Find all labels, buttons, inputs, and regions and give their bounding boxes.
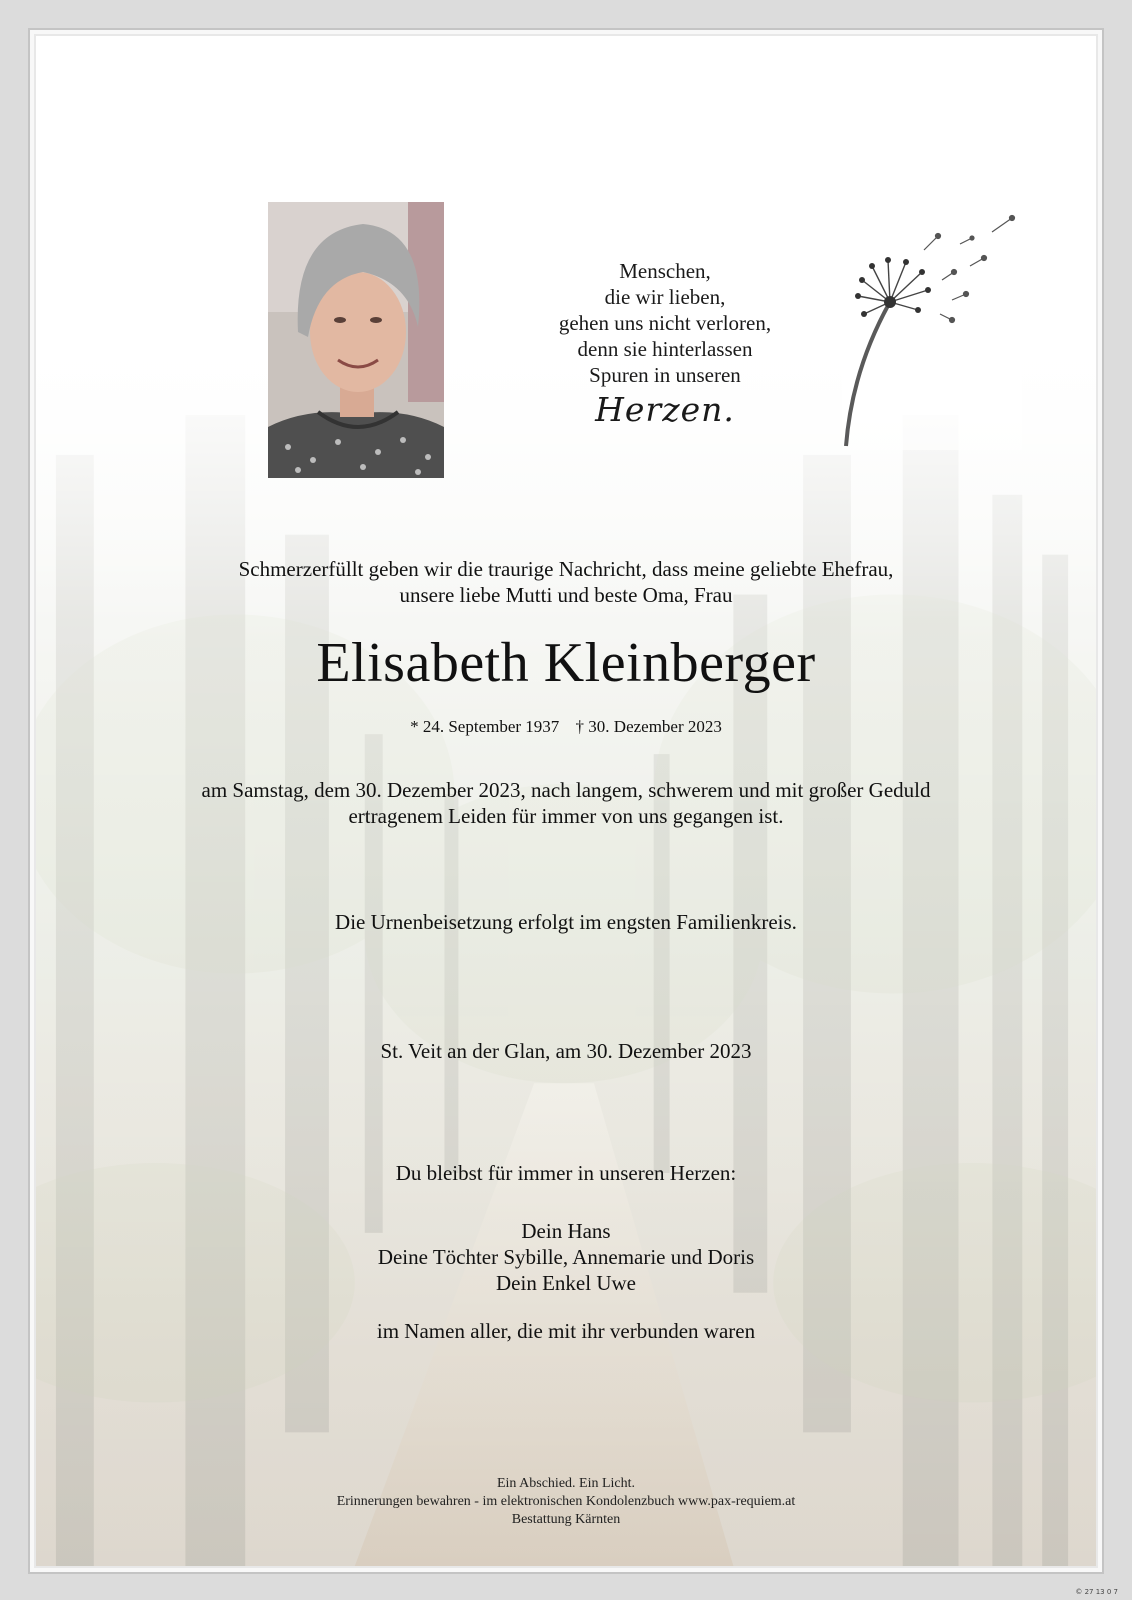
footer-line: Ein Abschied. Ein Licht.	[496, 1476, 636, 1491]
description-line: ertragenem Leiden für immer von uns gegangen ist.	[348, 804, 784, 828]
passing-description	[0, 777, 1132, 829]
corner-code: © 27 13 0 7	[1075, 1588, 1118, 1596]
poem-line: die wir lieben,	[604, 285, 726, 309]
dandelion-icon	[842, 210, 1022, 450]
deceased-name: Elisabeth Kleinberger	[316, 632, 816, 694]
description-line: am Samstag, dem 30. Dezember 2023, nach langem, schwerem und mit großer Geduld	[201, 778, 931, 802]
poem-line: Spuren in unseren	[589, 363, 741, 387]
footer	[0, 1475, 1132, 1529]
place-and-date: St. Veit an der Glan, am 30. Dezember 2023	[380, 1039, 752, 1063]
death-date: † 30. Dezember 2023	[575, 717, 722, 736]
intro-line: Schmerzerfüllt geben wir die traurige Nachricht, dass meine geliebte Ehefrau,	[238, 557, 894, 581]
intro-line: unsere liebe Mutti und beste Oma, Frau	[399, 583, 733, 607]
life-dates	[0, 716, 1132, 738]
footer-line: Bestattung Kärnten	[511, 1512, 621, 1527]
poem-line: denn sie hinterlassen	[577, 337, 753, 361]
birth-date: * 24. September 1937	[410, 717, 560, 736]
intro-text	[0, 556, 1132, 608]
poem-line: gehen uns nicht verloren,	[558, 311, 772, 335]
footer-line: Erinnerungen bewahren - im elektronischen Kondolenzbuch www.pax-requiem.at	[336, 1494, 796, 1509]
family-member: Deine Töchter Sybille, Annemarie und Doris	[377, 1245, 755, 1269]
poem-line: Menschen,	[619, 259, 711, 283]
family-list	[0, 1218, 1132, 1296]
portrait-photo	[268, 202, 444, 478]
family-member: Dein Enkel Uwe	[496, 1271, 636, 1295]
poem-final-word: Herzen.	[595, 390, 735, 429]
closing-line: Du bleibst für immer in unseren Herzen:	[395, 1161, 737, 1185]
family-member: Dein Hans	[521, 1219, 611, 1243]
memorial-poem	[500, 258, 830, 430]
behalf-line: im Namen aller, die mit ihr verbunden waren	[376, 1319, 756, 1343]
burial-notice: Die Urnenbeisetzung erfolgt im engsten Familienkreis.	[335, 910, 797, 934]
